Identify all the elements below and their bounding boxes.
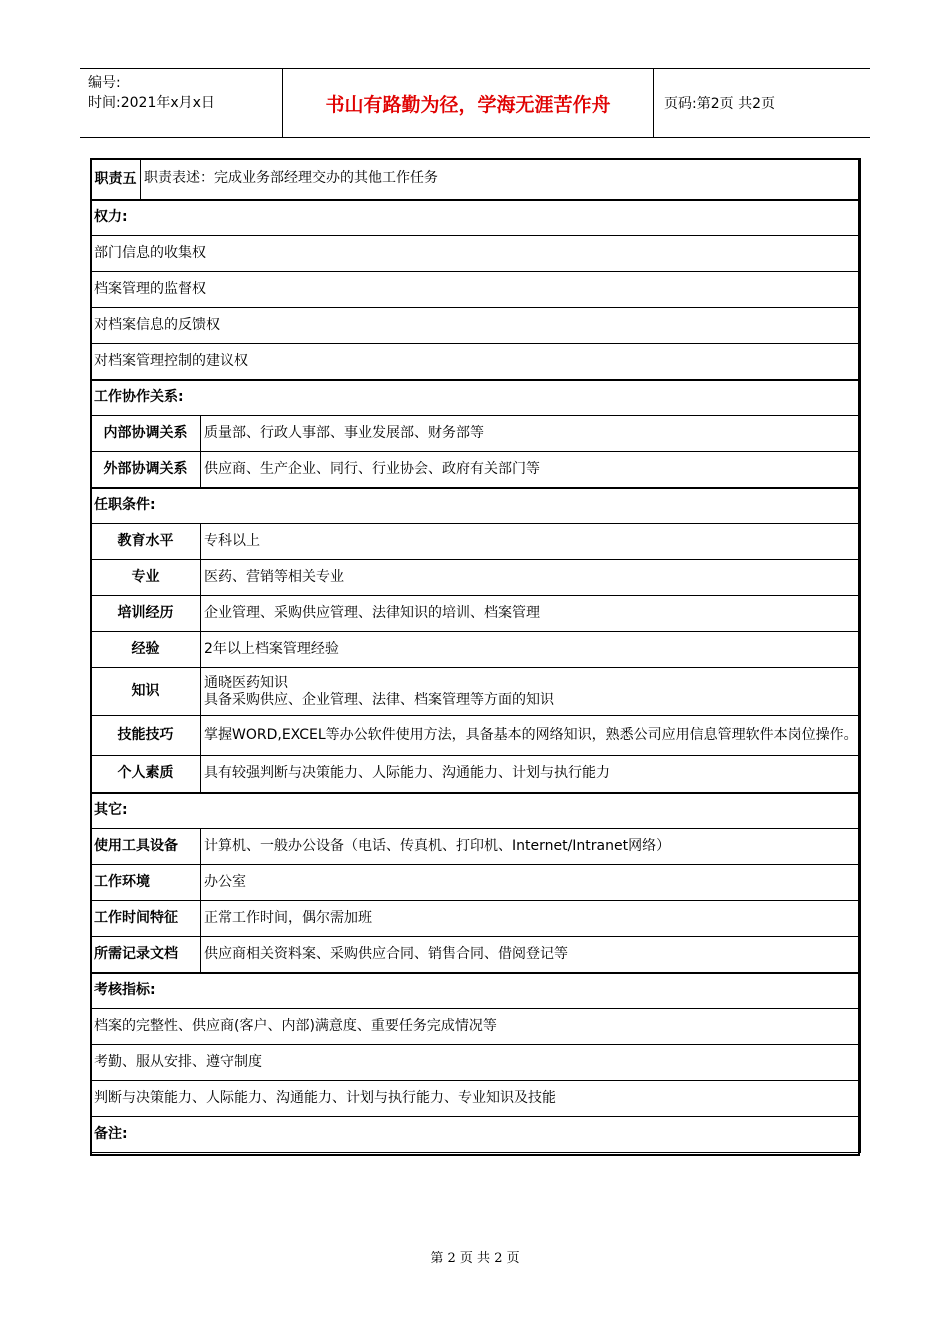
qualification-label: 知识 [91,668,201,716]
relation-label: 内部协调关系 [91,416,201,452]
qualification-value: 医药、营销等相关专业 [201,560,861,596]
table-row [91,829,861,865]
list-item [91,236,861,272]
table-row [91,865,861,901]
power-item: 档案管理的监督权 [91,272,861,308]
doc-number: 编号: [88,75,121,91]
assessment-item: 档案的完整性、供应商(客户、内部)满意度、重要任务完成情况等 [91,1009,861,1045]
qualification-value [201,668,861,716]
doc-date: 时间:2021年x月x日 [88,95,215,111]
job-description-table [90,158,861,1153]
table-row [91,756,861,793]
knowledge-line: 具备采购供应、企业管理、法律、档案管理等方面的知识 [204,691,554,708]
qualification-label: 个人素质 [91,756,201,793]
table-row [91,901,861,937]
qualification-value: 企业管理、采购供应管理、法律知识的培训、档案管理 [201,596,861,632]
assessment-item: 考勤、服从安排、遵守制度 [91,1045,861,1081]
qualification-value: 2年以上档案管理经验 [201,632,861,668]
other-value: 供应商相关资料案、采购供应合同、销售合同、借阅登记等 [201,937,861,973]
list-item [91,1045,861,1081]
other-value: 计算机、一般办公设备（电话、传真机、打印机、Internet/Intranet网络） [201,829,861,865]
table-row [91,716,861,756]
list-item [91,308,861,344]
power-title: 权力: [91,200,861,236]
list-item [91,344,861,380]
other-value: 办公室 [201,865,861,901]
page-header [80,68,870,138]
power-section-row [91,200,861,236]
remarks-row [91,1117,861,1153]
relation-value: 供应商、生产企业、同行、行业协会、政府有关部门等 [201,452,861,488]
table-row [91,560,861,596]
qualifications-title: 任职条件: [91,488,861,524]
table-row [91,524,861,560]
other-label: 使用工具设备 [91,829,201,865]
qualification-label: 培训经历 [91,596,201,632]
relations-section-row [91,380,861,416]
qualifications-section-row [91,488,861,524]
table-row [91,668,861,716]
table-row [91,937,861,973]
table-row [91,596,861,632]
other-label: 工作环境 [91,865,201,901]
knowledge-line: 通晓医药知识 [204,674,288,691]
qualification-label: 教育水平 [91,524,201,560]
power-item: 部门信息的收集权 [91,236,861,272]
qualification-value: 掌握WORD,EXCEL等办公软件使用方法，具备基本的网络知识，熟悉公司应用信息管理软件本岗位操作。 [201,716,861,756]
other-label: 所需记录文档 [91,937,201,973]
other-value: 正常工作时间，偶尔需加班 [201,901,861,937]
other-section-row [91,793,861,829]
relations-title: 工作协作关系: [91,380,861,416]
relation-value: 质量部、行政人事部、事业发展部、财务部等 [201,416,861,452]
power-item: 对档案信息的反馈权 [91,308,861,344]
table-row [91,416,861,452]
list-item [91,272,861,308]
page-footer: 第 2 页 共 2 页 [430,1251,520,1266]
qualification-label: 专业 [91,560,201,596]
power-item: 对档案管理控制的建议权 [91,344,861,380]
list-item [91,1009,861,1045]
relation-label: 外部协调关系 [91,452,201,488]
assessment-item: 判断与决策能力、人际能力、沟通能力、计划与执行能力、专业知识及技能 [91,1081,861,1117]
qualification-value: 专科以上 [201,524,861,560]
header-page-number: 页码:第2页 共2页 [664,96,775,112]
assessment-section-row [91,973,861,1009]
other-label: 工作时间特征 [91,901,201,937]
remarks-title: 备注: [91,1117,861,1153]
header-meta [80,69,283,137]
table-row [91,452,861,488]
qualification-label: 技能技巧 [91,716,201,756]
duty5-row [91,159,861,200]
list-item [91,1081,861,1117]
duty5-text: 职责表述：完成业务部经理交办的其他工作任务 [141,159,861,200]
duty5-label: 职责五 [91,159,141,200]
assessment-title: 考核指标: [91,973,861,1009]
header-motto: 书山有路勤为径，学海无涯苦作舟 [283,69,654,137]
other-title: 其它: [91,793,861,829]
qualification-value: 具有较强判断与决策能力、人际能力、沟通能力、计划与执行能力 [201,756,861,793]
table-row [91,632,861,668]
qualification-label: 经验 [91,632,201,668]
